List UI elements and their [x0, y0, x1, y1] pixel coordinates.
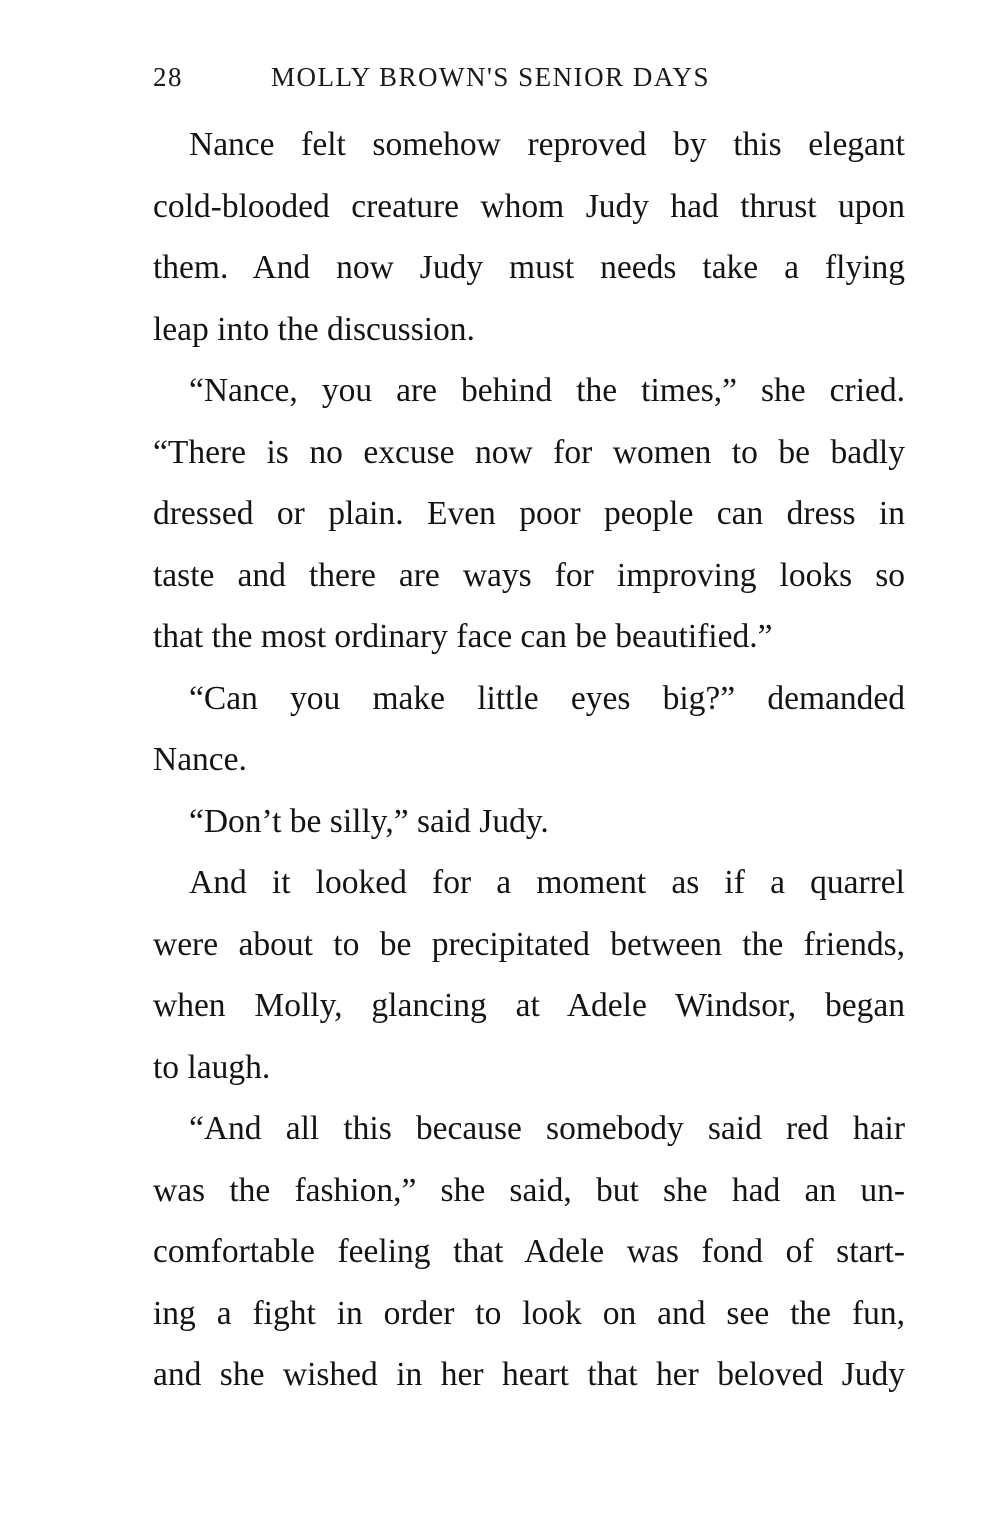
text-line: taste and there are ways for improving looks so	[153, 556, 905, 594]
text-line: and she wished in her heart that her beloved Judy	[153, 1356, 905, 1393]
text-line: was the fashion,” she said, but she had an un-	[153, 1171, 905, 1209]
text-line: Nance.	[153, 741, 247, 778]
text-line: “And all this because somebody said red hair	[189, 1110, 905, 1147]
text-line: leap into the discussion.	[153, 310, 475, 348]
text-line: “Can you make little eyes big?” demanded	[189, 679, 905, 717]
text-line: comfortable feeling that Adele was fond of start-	[153, 1233, 905, 1270]
body-text	[153, 114, 905, 1406]
page-number: 28	[153, 62, 183, 92]
text-line: cold-blooded creature whom Judy had thrust upon	[153, 187, 905, 225]
text-line: “Don’t be silly,” said Judy.	[189, 802, 549, 840]
text-line: them. And now Judy must needs take a flying	[153, 249, 905, 286]
page-header	[153, 62, 905, 98]
text-line: when Molly, glancing at Adele Windsor, began	[153, 987, 905, 1024]
text-line: ing a fight in order to look on and see the fun,	[153, 1294, 905, 1332]
text-line: dressed or plain. Even poor people can dress in	[153, 495, 905, 532]
text-line: Nance felt somehow reproved by this elegant	[189, 126, 905, 163]
text-line: “There is no excuse now for women to be badly	[153, 433, 905, 471]
text-line: were about to be precipitated between the friends,	[153, 925, 905, 963]
text-line: And it looked for a moment as if a quarrel	[189, 864, 905, 901]
text-line: “Nance, you are behind the times,” she cried.	[189, 372, 905, 409]
text-line: to laugh.	[153, 1048, 271, 1086]
running-title: MOLLY BROWN'S SENIOR DAYS	[271, 62, 710, 92]
text-line: that the most ordinary face can be beautified.”	[153, 618, 773, 655]
